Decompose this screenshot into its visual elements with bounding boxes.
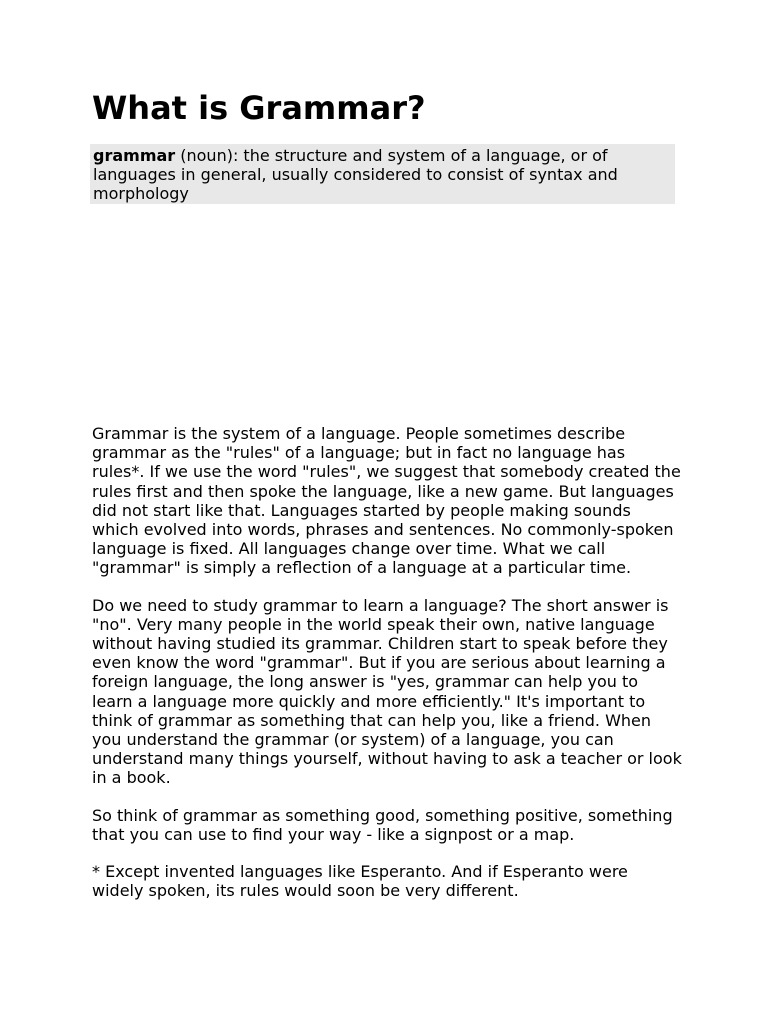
- paragraph-signpost: So think of grammar as something good, something positive, something that you can use to find your way - like a signpost or a map.: [92, 805, 673, 844]
- page-title: What is Grammar?: [92, 89, 426, 127]
- footnote: * Except invented languages like Esperanto. And if Esperanto were widely spoken, its rules would soon be very different.: [92, 862, 628, 901]
- definition-box: [90, 144, 675, 204]
- definition-text: (noun): the structure and system of a language, or of languages in general, usually considered to consist of syntax and morphology: [93, 146, 618, 203]
- body-text: [92, 424, 682, 918]
- paragraph-study: Do we need to study grammar to learn a language? The short answer is "no". Very many people in the world speak their own, native language without having studied its grammar. Children start to speak before they even know the word "grammar". But if you are serious about learning a foreign language, the long answer is "yes, grammar can help you to learn a language more quickly and more efficiently." It's important to think of grammar as something that can help you, like a friend. When you understand the grammar (or system) of a language, you can understand many things yourself, without having to ask a teacher or look in a book.: [92, 595, 682, 788]
- paragraph-system: Grammar is the system of a language. People sometimes describe grammar as the "rules" of a language; but in fact no language has rules*. If we use the word "rules", we suggest that somebody created the rules first and then spoke the language, like a new game. But languages did not start like that. Languages started by people making sounds which evolved into words, phrases and sentences. No commonly-spoken language is fixed. All languages change over time. What we call "grammar" is simply a reflection of a language at a particular time.: [92, 424, 681, 578]
- definition-term: grammar: [93, 146, 176, 165]
